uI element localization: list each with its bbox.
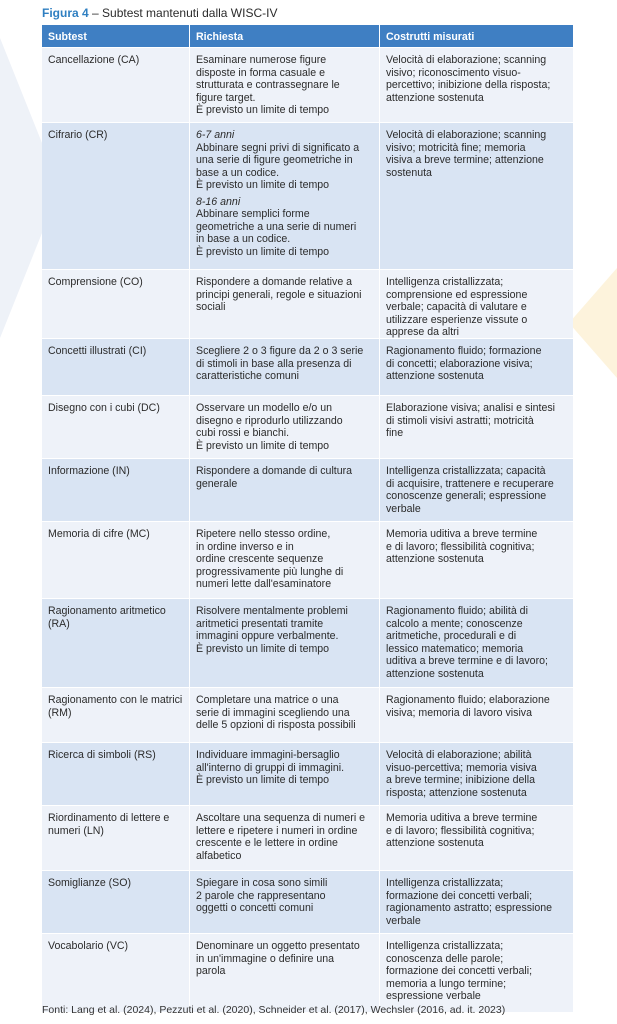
cell-line: serie di immagini scegliendo una [196,706,350,719]
subtest-cell: Ragionamento aritmetico (RA) [42,599,190,687]
costrutti-cell [380,806,573,870]
figure-label: Figura 4 [42,6,89,20]
cell-line: crescente e le lettere in ordine [196,837,338,849]
richiesta-cell [190,123,380,269]
costrutti-cell [380,934,573,1012]
cell-line: Osservare un modello e/o un [196,402,333,414]
cell-line: parola [196,965,226,977]
cell-line: ordine crescente sequenze [196,553,324,565]
cell-line: figure target. [196,91,256,104]
cell-line: geometriche a una serie di numeri [196,220,357,233]
cell-line: Risolvere mentalmente problemi [196,605,348,617]
subtest-cell: Vocabolario (VC) [42,934,190,1012]
cell-line: verbale [386,502,421,515]
cell-line: principi generali, regole e situazioni [196,288,362,301]
cell-line: delle 5 opzioni di risposta possibili [196,719,356,731]
cell-line: Ascoltare una sequenza di numeri e [196,812,366,824]
header-subtest: Subtest [42,25,190,47]
cell-line: Spiegare in cosa sono simili [196,877,328,889]
cell-line: aritmetici presentati tramite [196,617,324,630]
subtest-cell: Cifrario (CR) [42,123,190,269]
cell-line: conoscenza delle parole; [386,952,504,965]
table-row [42,871,573,934]
age-range-label: 8-16 anni [196,195,241,208]
cell-line: Denominare un oggetto presentato [196,940,360,952]
costrutti-cell [380,599,573,687]
table-row [42,270,573,339]
cell-line: Ripetere nello stesso ordine, [196,528,331,540]
cell-line: risposta; attenzione sostenuta [386,786,527,799]
cell-line: e di lavoro; flessibilità cognitiva; [386,824,535,837]
cell-line: Intelligenza cristallizzata; [386,276,504,288]
cell-line: visiva a breve termine; attenzione [386,154,544,166]
cell-line: visuo-percettiva; memoria visiva [386,761,537,774]
cell-line: È previsto un limite di tempo [196,104,330,116]
cell-line: attenzione sostenuta [386,553,484,565]
cell-line: Intelligenza cristallizzata; [386,940,504,952]
cell-line: Ragionamento fluido; formazione [386,345,542,357]
cell-line: Elaborazione visiva; analisi e sintesi [386,402,555,414]
cell-line: in base a un codice. [196,233,291,245]
costrutti-cell [380,270,573,338]
cell-line: oggetti o concetti comuni [196,902,314,914]
cell-line: È previsto un limite di tempo [196,179,330,191]
cell-line: attenzione sostenuta [386,91,484,104]
cell-line: Abbinare segni privi di significato a [196,141,360,154]
richiesta-cell [190,934,380,1012]
cell-line: fine [386,427,404,439]
cell-line: Rispondere a domande di cultura [196,465,353,477]
cell-line: calcolo a mente; conoscenze [386,617,523,630]
cell-line: percettivo; inibizione della risposta; [386,79,551,91]
cell-line: disegno e riprodurlo utilizzando [196,414,343,427]
cell-line: strutturata e contrassegnare le [196,79,340,91]
costrutti-cell [380,396,573,458]
table-row [42,396,573,459]
cell-line: lessico matematico; memoria [386,642,524,655]
cell-line: a breve termine; inibizione della [386,774,535,786]
richiesta-cell [190,522,380,598]
cell-line: di concetti; elaborazione visiva; [386,357,533,370]
cell-line: Memoria uditiva a breve termine [386,812,538,824]
right-decorative-shape [569,268,617,378]
cell-line: Velocità di elaborazione; abilità [386,749,532,761]
cell-line: uditiva a breve termine e di lavoro; [386,655,548,667]
cell-line: disposte in forma casuale e [196,66,325,79]
cell-line: Scegliere 2 o 3 figure da 2 o 3 serie [196,345,364,357]
cell-line: in un'immagine o definire una [196,952,335,965]
subtest-cell: Disegno con i cubi (DC) [42,396,190,458]
cell-line: numeri lette dall'esaminatore [196,578,332,590]
table-row [42,339,573,396]
subtest-table [42,25,573,1013]
cell-line: verbale; capacità di valutare e [386,301,527,313]
cell-line: verbale [386,914,421,927]
costrutti-cell [380,688,573,742]
table-row [42,934,573,1013]
table-header [42,25,573,48]
cell-line: di stimoli visivi astratti; motricità [386,414,534,427]
costrutti-cell [380,123,573,269]
richiesta-cell [190,743,380,805]
cell-line: attenzione sostenuta [386,667,484,680]
cell-line: attenzione sostenuta [386,837,484,849]
cell-line: aritmetiche, procedurali e di [386,630,517,642]
cell-line: e di lavoro; flessibilità cognitiva; [386,540,535,553]
richiesta-cell [190,339,380,395]
subtest-cell: Riordinamento di lettere e numeri (LN) [42,806,190,870]
cell-line: Velocità di elaborazione; scanning [386,54,547,66]
richiesta-cell [190,396,380,458]
cell-line: memoria a lungo termine; [386,977,507,990]
cell-line: utilizzare esperienze vissute o [386,313,528,326]
costrutti-cell [380,871,573,933]
cell-line: di acquisire, trattenere e recuperare [386,477,554,490]
age-range-label: 6-7 anni [196,129,235,141]
cell-line: espressione verbale [386,990,481,1002]
cell-line: immagini oppure verbalmente. [196,630,339,642]
table-row [42,599,573,688]
cell-line: ragionamento astratto; espressione [386,902,553,914]
richiesta-cell [190,871,380,933]
cell-line: di stimoli in base alla presenza di [196,357,352,370]
costrutti-cell [380,522,573,598]
cell-line: È previsto un limite di tempo [196,642,330,655]
subtest-cell: Ragionamento con le matrici (RM) [42,688,190,742]
table-row [42,806,573,871]
cell-line: base a un codice. [196,166,280,179]
cell-line: sociali [196,301,226,313]
subtest-cell: Comprensione (CO) [42,270,190,338]
cell-line: visiva; memoria di lavoro visiva [386,706,533,719]
cell-line: È previsto un limite di tempo [196,245,330,258]
cell-line: attenzione sostenuta [386,370,484,382]
cell-line: formazione dei concetti verbali; [386,965,533,977]
cell-line: in ordine inverso e in [196,540,294,553]
subtest-cell: Cancellazione (CA) [42,48,190,122]
table-row [42,123,573,270]
cell-line: lettere e ripetere i numeri in ordine [196,824,358,837]
table-row [42,743,573,806]
cell-line: una serie di figure geometriche in [196,154,353,166]
subtest-cell: Somiglianze (SO) [42,871,190,933]
cell-line: Intelligenza cristallizzata; [386,877,504,889]
cell-line: Completare una matrice o una [196,694,339,706]
richiesta-cell [190,599,380,687]
header-richiesta: Richiesta [190,25,380,47]
costrutti-cell [380,339,573,395]
sources-note: Fonti: Lang et al. (2024), Pezzuti et al. (2020), Schneider et al. (2017), Wechsler (2016, ad. it. 2023) [42,1004,506,1016]
cell-line: progressivamente più lunghe di [196,565,344,578]
table-row [42,522,573,599]
figure-caption: – Subtest mantenuti dalla WISC-IV [88,6,278,20]
cell-line: formazione dei concetti verbali; [386,889,533,902]
subtest-cell: Concetti illustrati (CI) [42,339,190,395]
table-row [42,459,573,522]
subtest-cell: Ricerca di simboli (RS) [42,743,190,805]
cell-line: alfabetico [196,849,242,862]
costrutti-cell [380,743,573,805]
costrutti-cell [380,459,573,521]
cell-line: all'interno di gruppi di immagini. [196,761,345,774]
cell-line: sostenuta [386,166,432,179]
subtest-cell: Informazione (IN) [42,459,190,521]
cell-line: Individuare immagini-bersaglio [196,749,340,761]
cell-line: Rispondere a domande relative a [196,276,353,288]
cell-line: Ragionamento fluido; abilità di [386,605,528,617]
richiesta-cell [190,688,380,742]
header-costrutti: Costrutti misurati [386,31,475,43]
subtest-cell: Memoria di cifre (MC) [42,522,190,598]
cell-line: Velocità di elaborazione; scanning [386,129,547,141]
cell-line: cubi rossi e bianchi. [196,427,290,439]
cell-line: generale [196,477,238,490]
cell-line: Intelligenza cristallizzata; capacità [386,465,546,477]
table-row [42,48,573,123]
costrutti-cell [380,48,573,122]
cell-line: Esaminare numerose figure [196,54,327,66]
cell-line: 2 parole che rappresentano [196,889,326,902]
cell-line: caratteristiche comuni [196,370,300,382]
cell-line: È previsto un limite di tempo [196,439,330,452]
cell-line: visivo; motricità fine; memoria [386,141,526,154]
cell-line: Abbinare semplici forme [196,208,310,220]
richiesta-cell [190,806,380,870]
cell-line: apprese da altri [386,326,460,338]
cell-line: visivo; riconoscimento visuo- [386,66,521,79]
richiesta-cell [190,270,380,338]
richiesta-cell [190,48,380,122]
cell-line: conoscenze generali; espressione [386,490,547,502]
table-row [42,688,573,743]
richiesta-cell [190,459,380,521]
cell-line: comprensione ed espressione [386,288,528,301]
cell-line: Memoria uditiva a breve termine [386,528,538,540]
figure-title [42,6,277,20]
cell-line: È previsto un limite di tempo [196,774,330,786]
cell-line: Ragionamento fluido; elaborazione [386,694,550,706]
